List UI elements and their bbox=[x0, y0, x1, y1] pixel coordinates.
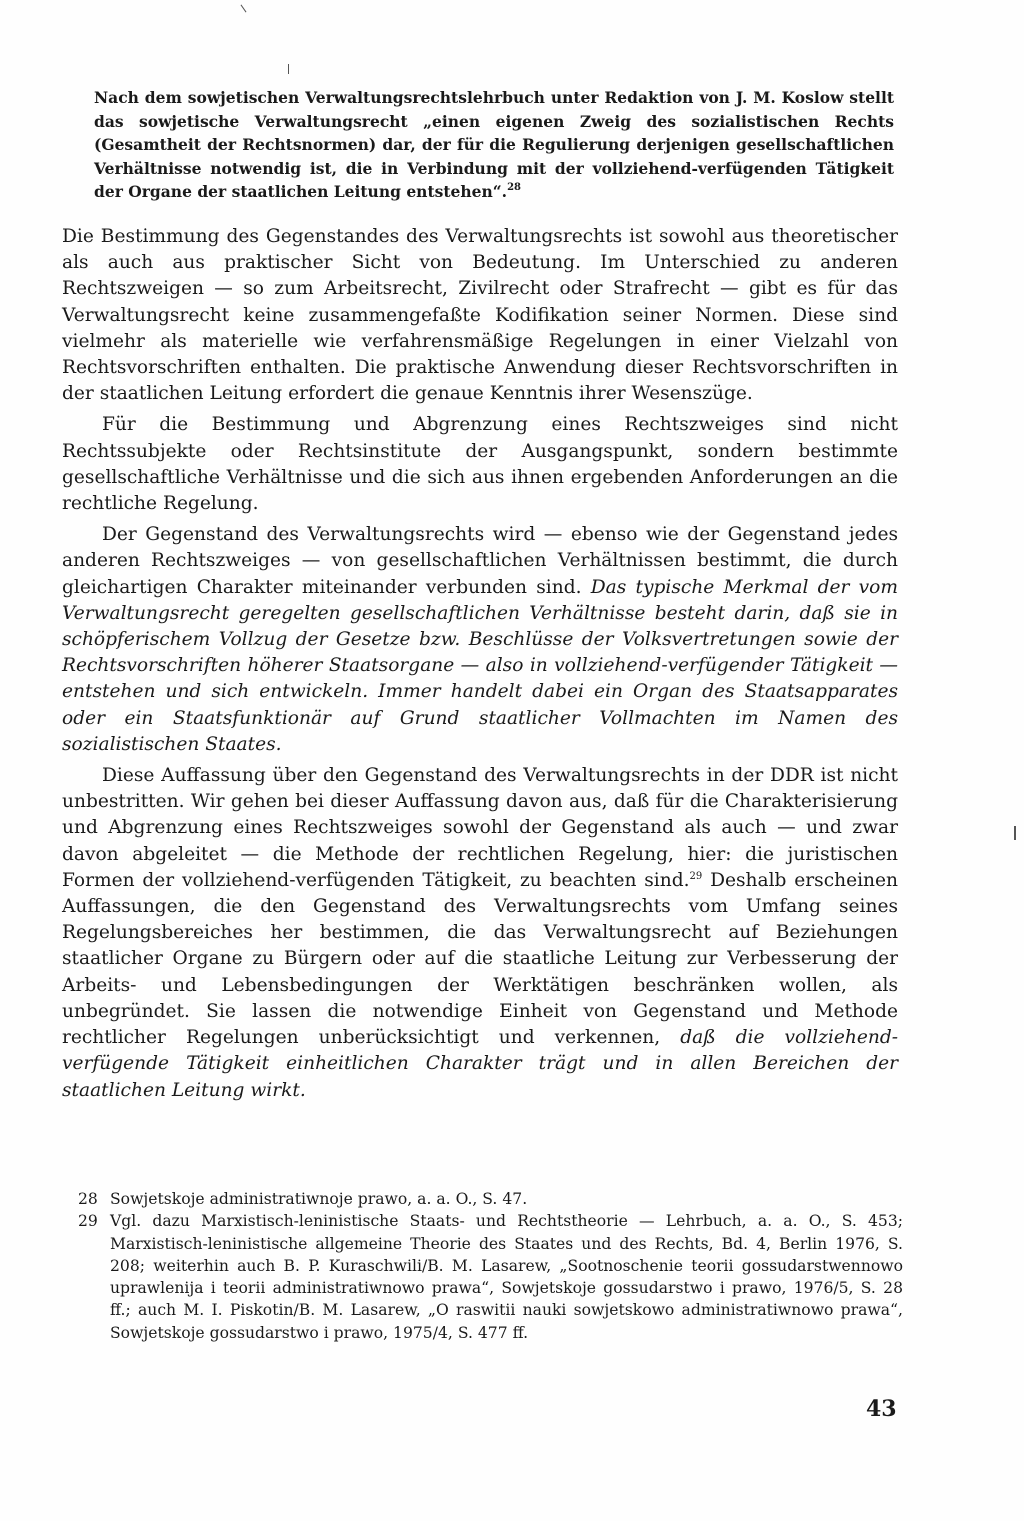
footnote bbox=[78, 1210, 903, 1344]
footnotes bbox=[78, 1188, 903, 1344]
paragraph-2: Für die Bestimmung und Abgrenzung eines Rechtszweiges sind nicht Rechtssubjekte oder Rechtsinstitute der Ausgangspunkt, sondern bestimmte gesellschaftliche Verhältnisse und die sich aus ihnen ergebenden Anforderungen an die rechtliche Regelung. bbox=[62, 414, 898, 515]
paragraph-3-text: Der Gegenstand des Verwaltungsrechts wird — ebenso wie der Gegenstand jedes anderen Rechtszweiges — von gesellschaftlichen Verhältnissen bestimmt, die durch gleichartigen Charakter miteinander verbunden sind. bbox=[62, 524, 898, 598]
footnote-text: Sowjetskoje administratiwnoje prawo, a. a. O., S. 47. bbox=[110, 1190, 528, 1208]
scan-mark bbox=[288, 64, 289, 74]
footnote-number: 28 bbox=[78, 1190, 98, 1208]
paragraph-1: Die Bestimmung des Gegenstandes des Verwaltungsrechts ist sowohl aus theoretischer als auch aus praktischer Sicht von Bedeutung. Im Unterschied zu anderen Rechtszweigen — so zum Arbeitsrecht, Zivilrecht oder Strafrecht — gibt es für das Verwaltungsrecht keine zusammengefaßte Kodifikation seiner Normen. Diese sind vielmehr als materielle wie verfahrensmäßige Regelungen in einer Vielzahl von Rechtsvorschriften enthalten. Die praktische Anwendung dieser Rechtsvorschriften in der staatlichen Leitung erfordert die genaue Kenntnis ihrer Wesenszüge. bbox=[62, 226, 898, 405]
block-quote bbox=[94, 86, 894, 204]
footnote-text: Vgl. dazu Marxistisch-leninistische Staats- und Rechtstheorie — Lehrbuch, a. a. O., S. 453; Marxistisch-leninistische allgemeine Theorie des Staates und des Rechts, Bd. 4, Berlin 1976, S. 208; weiterhin auch B. P. Kuraschwili/B. M. Lasarew, „Sootnoschenie teorii gossudarstwennowo uprawlenija i teorii administratiwnowo prawa“, Sowjetskoje gossudarstwo i prawo, 1976/5, S. 28 ff.; auch M. I. Piskotin/B. M. Lasarew, „O raswitii nauki sowjetskowo administratiwnowo prawa“, Sowjetskoje gossudarstwo i prawo, 1975/4, S. 477 ff. bbox=[110, 1212, 903, 1342]
footnote bbox=[78, 1188, 903, 1210]
quote-text: Nach dem sowjetischen Verwaltungsrechtslehrbuch unter Redaktion von J. M. Koslow stellt das sowjetische Verwaltungsrecht „einen eigenen Zweig des sozialistischen Rechts (Gesamtheit der Rechtsnormen) dar, der für die Regulierung derjenigen gesellschaftlichen Verhältnisse notwendig ist, die in Verbindung mit der vollziehend-verfügenden Tätigkeit der Organe der staatlichen Leitung entstehen“. bbox=[94, 88, 894, 201]
paragraph-4-emphasis: daß die vollziehend-verfügende Tätigkeit einheitlichen Charakter trägt und in allen Bereichen der staatlichen Leitung wirkt. bbox=[62, 1027, 898, 1101]
body-text bbox=[62, 224, 898, 1104]
paragraph-3-emphasis: Das typische Merkmal der vom Verwaltungsrecht geregelten gesellschaftlichen Verhältnisse besteht darin, daß sie in schöpferischem Vollzug der Gesetze bzw. Beschlüsse der Volksvertretungen sowie der Rechtsvorschriften höherer Staatsorgane — also in vollziehend-verfügender Tätigkeit — entstehen und sich entwickeln. Immer handelt dabei ein Organ des Staatsapparates oder ein Staatsfunktionär auf Grund staatlicher Vollmachten im Namen des sozialistischen Staates. bbox=[62, 576, 898, 755]
paragraph-4 bbox=[62, 763, 898, 1104]
footnote-ref-28: 28 bbox=[507, 182, 521, 193]
paragraph-4-text-a: Diese Auffassung über den Gegenstand des Verwaltungsrechts in der DDR ist nicht unbestritten. Wir gehen bei dieser Auffassung davon aus, daß für die Charakterisierung und Abgrenzung eines Rechtszweiges sowohl der Gegenstand als auch — und zwar davon abgeleitet — die Methode der rechtlichen Regelung, hier: die juristischen Formen der vollziehend-verfügenden Tätigkeit, zu beachten sind. bbox=[62, 765, 898, 891]
footnote-number: 29 bbox=[78, 1212, 98, 1231]
scan-mark bbox=[241, 5, 247, 13]
paragraph-4-text-b: Deshalb erscheinen Auffassungen, die den Gegenstand des Verwaltungsrechts vom Umfang seines Regelungsbereiches her bestimmen, die das Verwaltungsrecht auf Beziehungen staatlicher Organe zu Bürgern oder auf die staatliche Leitung zur Verbesserung der Arbeits- und Lebensbedingungen der Werktätigen beschränken wollen, als unbegründet. Sie lassen die notwendige Einheit von Gegenstand und Methode rechtlicher Regelungen unberücksichtigt und verkennen, bbox=[62, 869, 898, 1049]
footnote-ref-29: 29 bbox=[689, 870, 703, 882]
page-number: 43 bbox=[866, 1396, 897, 1422]
scan-mark bbox=[1014, 826, 1016, 840]
paragraph-3 bbox=[62, 522, 898, 758]
